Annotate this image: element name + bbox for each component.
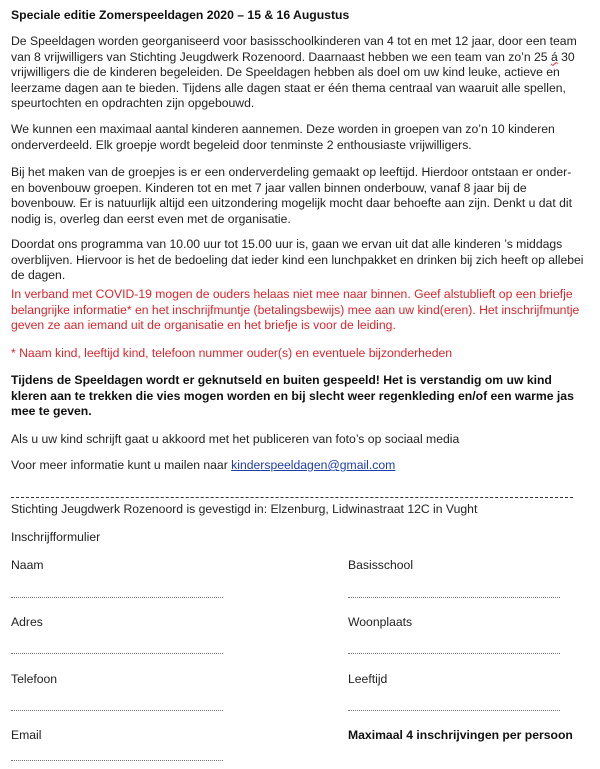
age-label: Leeftijd [348, 672, 388, 686]
phone-field[interactable] [11, 710, 223, 711]
footnote-paragraph: * Naam kind, leeftijd kind, telefoon nummer ouder(s) en eventuele bijzonderheden [11, 346, 453, 360]
name-label: Naam [11, 558, 44, 572]
intro-paragraph: De Speeldagen worden georganiseerd voor basisschoolkinderen van 4 tot en met 12 jaar, door een team van 8 vrijwilligers van Stichting Jeugdwerk Rozenoord. Daarnaast hebben we een team van zo’n 25 á 30 vrijwilligers die de kinderen begeleiden. De Speeldagen hebben als doel om uw kind leuke, actieve en leerzame dagen aan te bieden. Tijdens alle dagen staat er één thema centraal van waaruit alle spellen, speurtochten en opdrachten zijn opgebouwd. [11, 34, 577, 110]
contact-paragraph: Voor meer informatie kunt u mailen naar kinderspeeldagen@gmail.com [11, 458, 396, 472]
spellcheck-marked-word: á [550, 49, 558, 64]
covid-notice-paragraph: In verband met COVID-19 mogen de ouders helaas niet mee naar binnen. Geef alstublieft op een briefje belangrijke informatie* en het inschrijfmuntje (betalingsbewijs) mee aan uw kind(eren). Het inschrijfmuntje geven ze aan iemand uit de organisatie en het briefje is voor de leiding. [11, 287, 580, 332]
school-label: Basisschool [348, 558, 414, 572]
email-field[interactable] [11, 760, 223, 761]
school-field[interactable] [348, 597, 560, 598]
clothing-notice-paragraph: Tijdens de Speeldagen wordt er geknutseld en buiten gespeeld! Het is verstandig om uw kind kleren aan te trekken die vies mogen worden en bij slecht weer regenkleding en/of een warme jas mee te geven. [11, 373, 574, 418]
document-title: Speciale editie Zomerspeeldagen 2020 – 15 & 16 Augustus [11, 8, 350, 22]
city-label: Woonplaats [348, 615, 413, 629]
email-link[interactable]: kinderspeeldagen@gmail.com [231, 458, 396, 472]
photo-consent-paragraph: Als u uw kind schrijft gaat u akkoord met het publiceren van foto’s op sociaal media [11, 432, 460, 446]
address-label: Adres [11, 615, 43, 629]
age-division-paragraph: Bij het maken van de groepjes is er een onderverdeling gemaakt op leeftijd. Hierdoor ontstaan er onder- en bovenbouw groepen. Kinderen tot en met 7 jaar vallen binnen onderbouw, vanaf 8 jaar bij de bovenbouw. Er is natuurlijk altijd een uitzondering mogelijk mocht daar behoefte aan zijn. Denkt u dat dit nodig is, overleg dan eerst even met de organisatie. [11, 165, 572, 226]
email-label: Email [11, 728, 42, 742]
cut-line-separator [11, 497, 573, 498]
groups-paragraph: We kunnen een maximaal aantal kinderen aannemen. Deze worden in groepen van zo’n 10 kinderen onderverdeeld. Elk groepje wordt begeleid door tenminste 2 enthousiaste vrijwilligers. [11, 122, 555, 152]
max-registrations-note: Maximaal 4 inschrijvingen per persoon [348, 728, 573, 742]
form-title: Inschrijfformulier [11, 530, 101, 544]
city-field[interactable] [348, 653, 560, 654]
address-line: Stichting Jeugdwerk Rozenoord is gevestigd in: Elzenburg, Lidwinastraat 12C in Vught [11, 502, 478, 516]
name-field[interactable] [11, 597, 223, 598]
address-field[interactable] [11, 653, 223, 654]
phone-label: Telefoon [11, 672, 58, 686]
lunch-paragraph: Doordat ons programma van 10.00 uur tot 15.00 uur is, gaan we ervan uit dat alle kinderen ’s middags overblijven. Hiervoor is het de bedoeling dat ieder kind een lunchpakket en drinken bij zich heeft op allebei de dagen. [11, 237, 584, 282]
age-field[interactable] [348, 710, 560, 711]
